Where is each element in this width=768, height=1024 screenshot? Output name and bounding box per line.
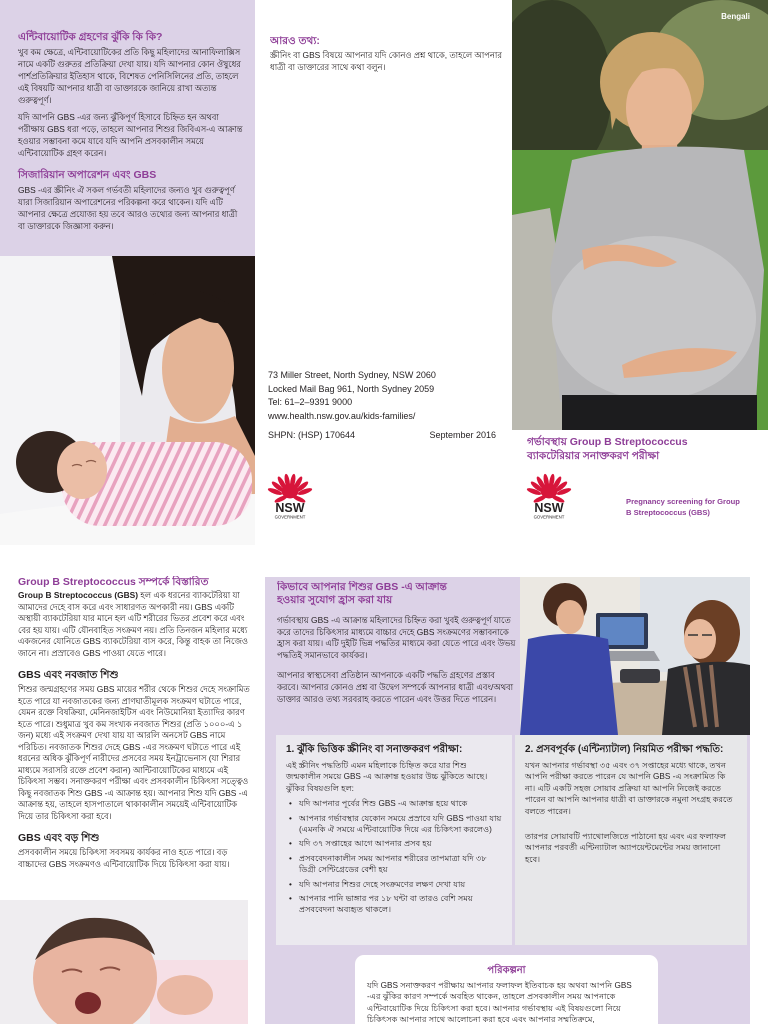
list-item: • আপনার পানি ভাঙ্গার পর ১৮ ঘন্টা বা তারও বেশি সময় প্রসববেদনা অব্যহৃত থাকলে।	[286, 893, 502, 916]
more-info-paragraph: স্ক্রীনিং বা GBS বিষয়ে আপনার যদি কোনও প্রশ্ন থাকে, তাহলে আপনার ধাত্রী বা ডাক্তারের সাথে কথা বলুন।	[270, 50, 502, 72]
antenatal-screening-paragraph-1: যখন আপনার গর্ভাবস্থা ৩৫ এবং ৩৭ সপ্তাহের মধ্যে থাকে, তখন আপনি পরীক্ষা করতে পারেন যে আপনি GBS -এ সংক্রামিত কি না। এটি একটি সহজ সোয়াব প্রক্রিয়া যা আপনি নিজেই করতে পারেন বা আপনি আপনার ধাত্রী বা ডাক্তারকে নমুনা সংগ্রহ করতে বলতে পারেন।	[525, 761, 733, 816]
antibiotic-risks-paragraph-2: যদি আপনি GBS -এর জন্য ঝুঁকিপূর্ণ হিসাবে চিহ্নিত হন অথবা পরীক্ষায় GBS ধরা পড়ে, তাহলে আপনার শিশুর জিবিএস-এ আক্রান্ত হওয়ার সম্ভাবনা কমে যাবে যদি আপনি প্রসবকালীন সময়ে এন্টিবায়োটিক গ্রহণ করেন।	[18, 112, 243, 158]
reduce-risk-intro	[277, 581, 517, 733]
photo-mother-with-newborn-image	[0, 256, 255, 545]
cover-title	[527, 435, 763, 463]
cover-english-subtitle-line-2: B Streptococcus (GBS)	[626, 508, 710, 517]
logo-wordmark: NSW	[275, 501, 305, 515]
reduce-risk-heading-line-2: হওয়ার সুযোগ হ্রাস করা যায়	[277, 594, 393, 606]
risk-based-screening-intro: এই স্ক্রীনিং পদ্ধতিটি এমন মহিলাকে চিহ্নিত করে যার শিশু জন্মকালীন সময়ে GBS -এ আক্রান্ত হওয়ার উচ্চ ঝুঁকিতে আছে। ঝুঁকির বিষয়গুলি হল:	[286, 761, 488, 793]
waratah-logo-icon	[526, 471, 572, 521]
about-gbs-text: হল এক ধরনের ব্যাকটেরিয়া যা আমাদের দেহে বাস করে এবং সাধারণত অপকারী নয়। GBS একটি অস্থায়ী ব্যাকটেরিয়া যার মানে হল এটি শরীরের ভিতর প্রবেশ করে এবং বের হয় যায়। এটি যৌনবাহিত সংক্রমণ নয়। প্রতি তিনজন মহিলার মধ্যে একজনের যোনিতে GBS ব্যাকটেরিয়া বাস করে, কিন্তু বাহক তা নিজেও জানে না। প্রস্রাবেও GBS পাওয়া যেতে পারে।	[18, 590, 248, 658]
antenatal-screening-box	[515, 735, 747, 945]
caesarean-heading: সিজারিয়ান অপারেশন এবং GBS	[18, 169, 157, 181]
antibiotic-risks-paragraph-1: খুব কম ক্ষেত্রে, এন্টিবায়োটিকের প্রতি কিছু মহিলাদের আনাফিলাক্সিস নামে একটি গুরুতর প্রতিক্রিয়া দেখা যায়। যদি আপনার কোন ঔষুধের পার্শপ্রতিক্রিয়ার ইতিহাস থাকে, বিশেষত পেনিসিলিনের প্রতি, তাহলে এই বিষয়টি আপনার ধাত্রী বা ডাক্তারকে জানিয়ে রাখা অত্যন্ত গুরুত্বপূর্ণ।	[18, 47, 241, 105]
nsw-government-logo-cover	[526, 471, 572, 521]
planning-heading: পরিকল্পনা	[487, 965, 526, 976]
planning-paragraph: যদি GBS সনাক্তকরণ পরীক্ষায় আপনার ফলাফল ইতিবাচক হয় অথবা আপনি GBS -এর ঝুঁকির কারণ সম্পর্কে অবহিত থাকেন, তাহলে প্রসবকালীন সময় আপনাকে এন্টিবায়োটিক দিয়ে চিকিৎসা করা হবে। আপনার গর্ভাবস্থায় এই বিষয়গুলো নিয়ে চিকিৎসক আপনার সাথে আলোচনা করা হবে এবং আপনার সম্মতিক্রমে,	[367, 981, 632, 1024]
newborn-heading: GBS এবং নবজাত শিশু	[18, 669, 119, 681]
publication-info-row	[268, 429, 496, 443]
antenatal-screening-paragraph-2: তারপর সোয়াবটি প্যাথোলজিতে পাঠানো হয় এবং এর ফলাফল আপনার পরবর্তী এন্টিন্যাটাল অ্যাপয়েন্টমেন্টের সময় জানানো হবে।	[525, 832, 727, 864]
list-item: • যদি আপনার পূর্বের শিশু GBS -এ আক্রান্ত হয়ে থাকে	[286, 798, 502, 809]
planning-box	[355, 955, 658, 1024]
logo-subtitle: GOVERNMENT	[274, 514, 306, 520]
more-info-heading: আরও তথ্য:	[270, 35, 320, 47]
photo-mother-with-newborn	[0, 256, 255, 545]
photo-crying-baby	[0, 900, 248, 1024]
older-children-paragraph: প্রসবকালীন সময়ে চিকিৎসা সবসময় কার্যকর নাও হতে পারে। বড় বাচ্চাদের GBS সংক্রমণও এন্টিবায়োটিক দিয়ে চিকিৎসা করা যায়।	[18, 847, 230, 869]
about-gbs-heading: Group B Streptococcus সম্পর্কে বিস্তারিত	[18, 576, 209, 588]
risk-based-screening-heading: 1. ঝুঁকি ভিত্তিক স্ক্রীনিং বা সনাক্তকরণ পরীক্ষা:	[286, 744, 463, 755]
reduce-risk-heading	[277, 581, 517, 607]
list-item: • প্রসববেদনাকালীন সময় আপনার শরীরের তাপমাত্রা যদি ৩৮ ডিগ্রী সেন্টিগ্রেডের বেশী হয়	[286, 853, 502, 876]
risk-factors-list	[286, 798, 502, 916]
shpn-code: SHPN: (HSP) 170644	[268, 430, 356, 441]
nsw-government-logo	[267, 471, 313, 521]
list-item: • যদি ৩৭ সপ্তাহের আগে আপনার প্রসব হয়	[286, 838, 502, 849]
older-children-heading: GBS এবং বড় শিশু	[18, 832, 100, 844]
address-line-2: Locked Mail Bag 961, North Sydney 2059	[268, 383, 435, 394]
photo-midwife-consultation-image	[520, 577, 750, 735]
cover-english-subtitle-line-1: Pregnancy screening for Group	[626, 497, 740, 506]
about-gbs-lead: Group B Streptococcus (GBS)	[18, 590, 139, 600]
photo-midwife-consultation	[520, 577, 750, 735]
photo-pregnant-woman	[512, 0, 768, 430]
contact-block	[268, 369, 496, 443]
antenatal-screening-heading: 2. প্রসবপূর্বক (এন্টিন্যাটাল) নিয়মিত পরীক্ষা পদ্ধতি:	[525, 744, 724, 755]
cover-english-subtitle	[626, 496, 764, 518]
list-item: • যদি আপনার শিশুর দেহে সংক্রমণের লক্ষণ দেখা যায়	[286, 879, 502, 890]
more-info-section	[270, 35, 502, 73]
photo-crying-baby-image	[0, 900, 248, 1024]
photo-pregnant-woman-image	[512, 0, 768, 430]
cover-title-line-2: ব্যাকটেরিয়ার সনাক্তকরণ পরীক্ষা	[527, 450, 660, 462]
language-label: Bengali	[721, 12, 750, 21]
website: www.health.nsw.gov.au/kids-families/	[268, 410, 416, 421]
logo-wordmark: NSW	[534, 501, 564, 515]
address-line-1: 73 Miller Street, North Sydney, NSW 2060	[268, 370, 436, 380]
newborn-paragraph: শিশুর জন্মগ্রহণের সময় GBS মায়ের শরীর থেকে শিশুর দেহে সংক্রামিত হতে পারে যা নবজাতকের জন্য প্রাণঘাতীমূলক সংক্রমণ ঘটাতে পারে, যেমন রক্তে বিষক্রিয়া, মেনিনজাইটিস এবং নিউমোনিয়া ইত্যাদির কারণ হতে পারে। শুধুমাত্র খুব কম সংখ্যক নবজাত শিশুর (প্রতি ১০০০-এ ১ জন) মধ্যে এই সংক্রমণ দেখা যায় যা আরলি অনসেট GBS নামে পরিচিত। নবজাতক শিশুর দেহে GBS -এর সংক্রমণ ঘটাতে পারে এই ধরনের অধিক ঝুঁকিপূর্ণ নারীদের প্রসবের সময় ইনট্রাভেনাস (যা শিরার মাধ্যমে সরাসরি রক্তে প্রবেশ করান) আন্টিবায়োটিকের মাধ্যমে এই চিকিৎসা সম্ভব। সনাক্তকরণ পরীক্ষা এবং প্রসবকালীন চিকিৎসা সত্ত্বেও কিছু নবজাতক শিশু GBS -এ আক্রান্ত হয়। আপনার শিশু যদি GBS -এ আক্রান্ত হয়, তাহলে হাসপাতালে থাকাকালীন সময়েই এন্টিবায়োটিক দিয়ে তার চিকিৎসা করা হবে।	[18, 684, 250, 821]
antibiotic-risks-heading: এন্টিবায়োটিক গ্রহণের ঝুঁকি কি কি?	[18, 31, 163, 43]
reduce-risk-paragraph-1: গর্ভাবস্থায় GBS -এ আক্রান্ত মহিলাদের চিহ্নিত করা খুবই গুরুত্বপূর্ণ যাতে করে তাদের চিকিৎসার মাধ্যমে বাচ্চার দেহে GBS সংক্রমণের সম্ভাবনাকে হ্রাস করা যায়। এটি দুইটি ভিন্ন পদ্ধতির মাধ্যমে করা যেতে পারে এবং উভয় পদ্ধতিই সমানভাবে কার্যকর।	[277, 615, 516, 660]
caesarean-paragraph: GBS -এর স্ক্রীনিং ঐ সকল গর্ভবতী মহিলাদের জন্যও খুব গুরুত্বপূর্ণ যারা সিজারিয়ান অপারেশনের পরিকল্পনা করে থাকেন। যদি এটি আপনার ক্ষেত্রে প্রযোজ্য হয় তবে আরও তথ্যের জন্য আপনার ধাত্রী বা ডাক্তারকে জিজ্ঞাসা করুন।	[18, 185, 238, 231]
waratah-logo-icon	[267, 471, 313, 521]
antibiotic-risks-panel	[0, 0, 255, 256]
logo-subtitle: GOVERNMENT	[533, 514, 565, 520]
risk-based-screening-box	[276, 735, 512, 945]
publication-date: September 2016	[429, 430, 496, 441]
list-item: • আপনার গর্ভাবস্থার যেকোন সময়ে প্রস্রাবে যদি GBS পাওয়া যায় (এমনকি ঐ সময়ে এন্টিবায়োটিক দিয়ে এর চিকিৎসা করলেও)	[286, 813, 502, 836]
cover-title-line-1: গর্ভাবস্থায় Group B Streptococcus	[527, 436, 688, 448]
about-gbs-column	[18, 576, 250, 898]
reduce-risk-heading-line-1: কিভাবে আপনার শিশুর GBS -এ আক্রান্ত	[277, 581, 447, 593]
about-gbs-paragraph	[18, 590, 250, 659]
telephone: Tel: 61–2–9391 9000	[268, 397, 353, 408]
reduce-risk-paragraph-2: আপনার স্বাস্থ্যসেবা প্রতিষ্ঠান আপনাকে একটি পদ্ধতি গ্রহণের প্রস্তাব করবে। আপনার কোনও প্রশ্ন বা উদ্বেগ সম্পর্কে আপনার ধাত্রী এবং/অথবা ডাক্তার আরও তথ্য সরবরাহ করতে পারেন এবং উত্তর দিতে পারেন।	[277, 670, 514, 704]
